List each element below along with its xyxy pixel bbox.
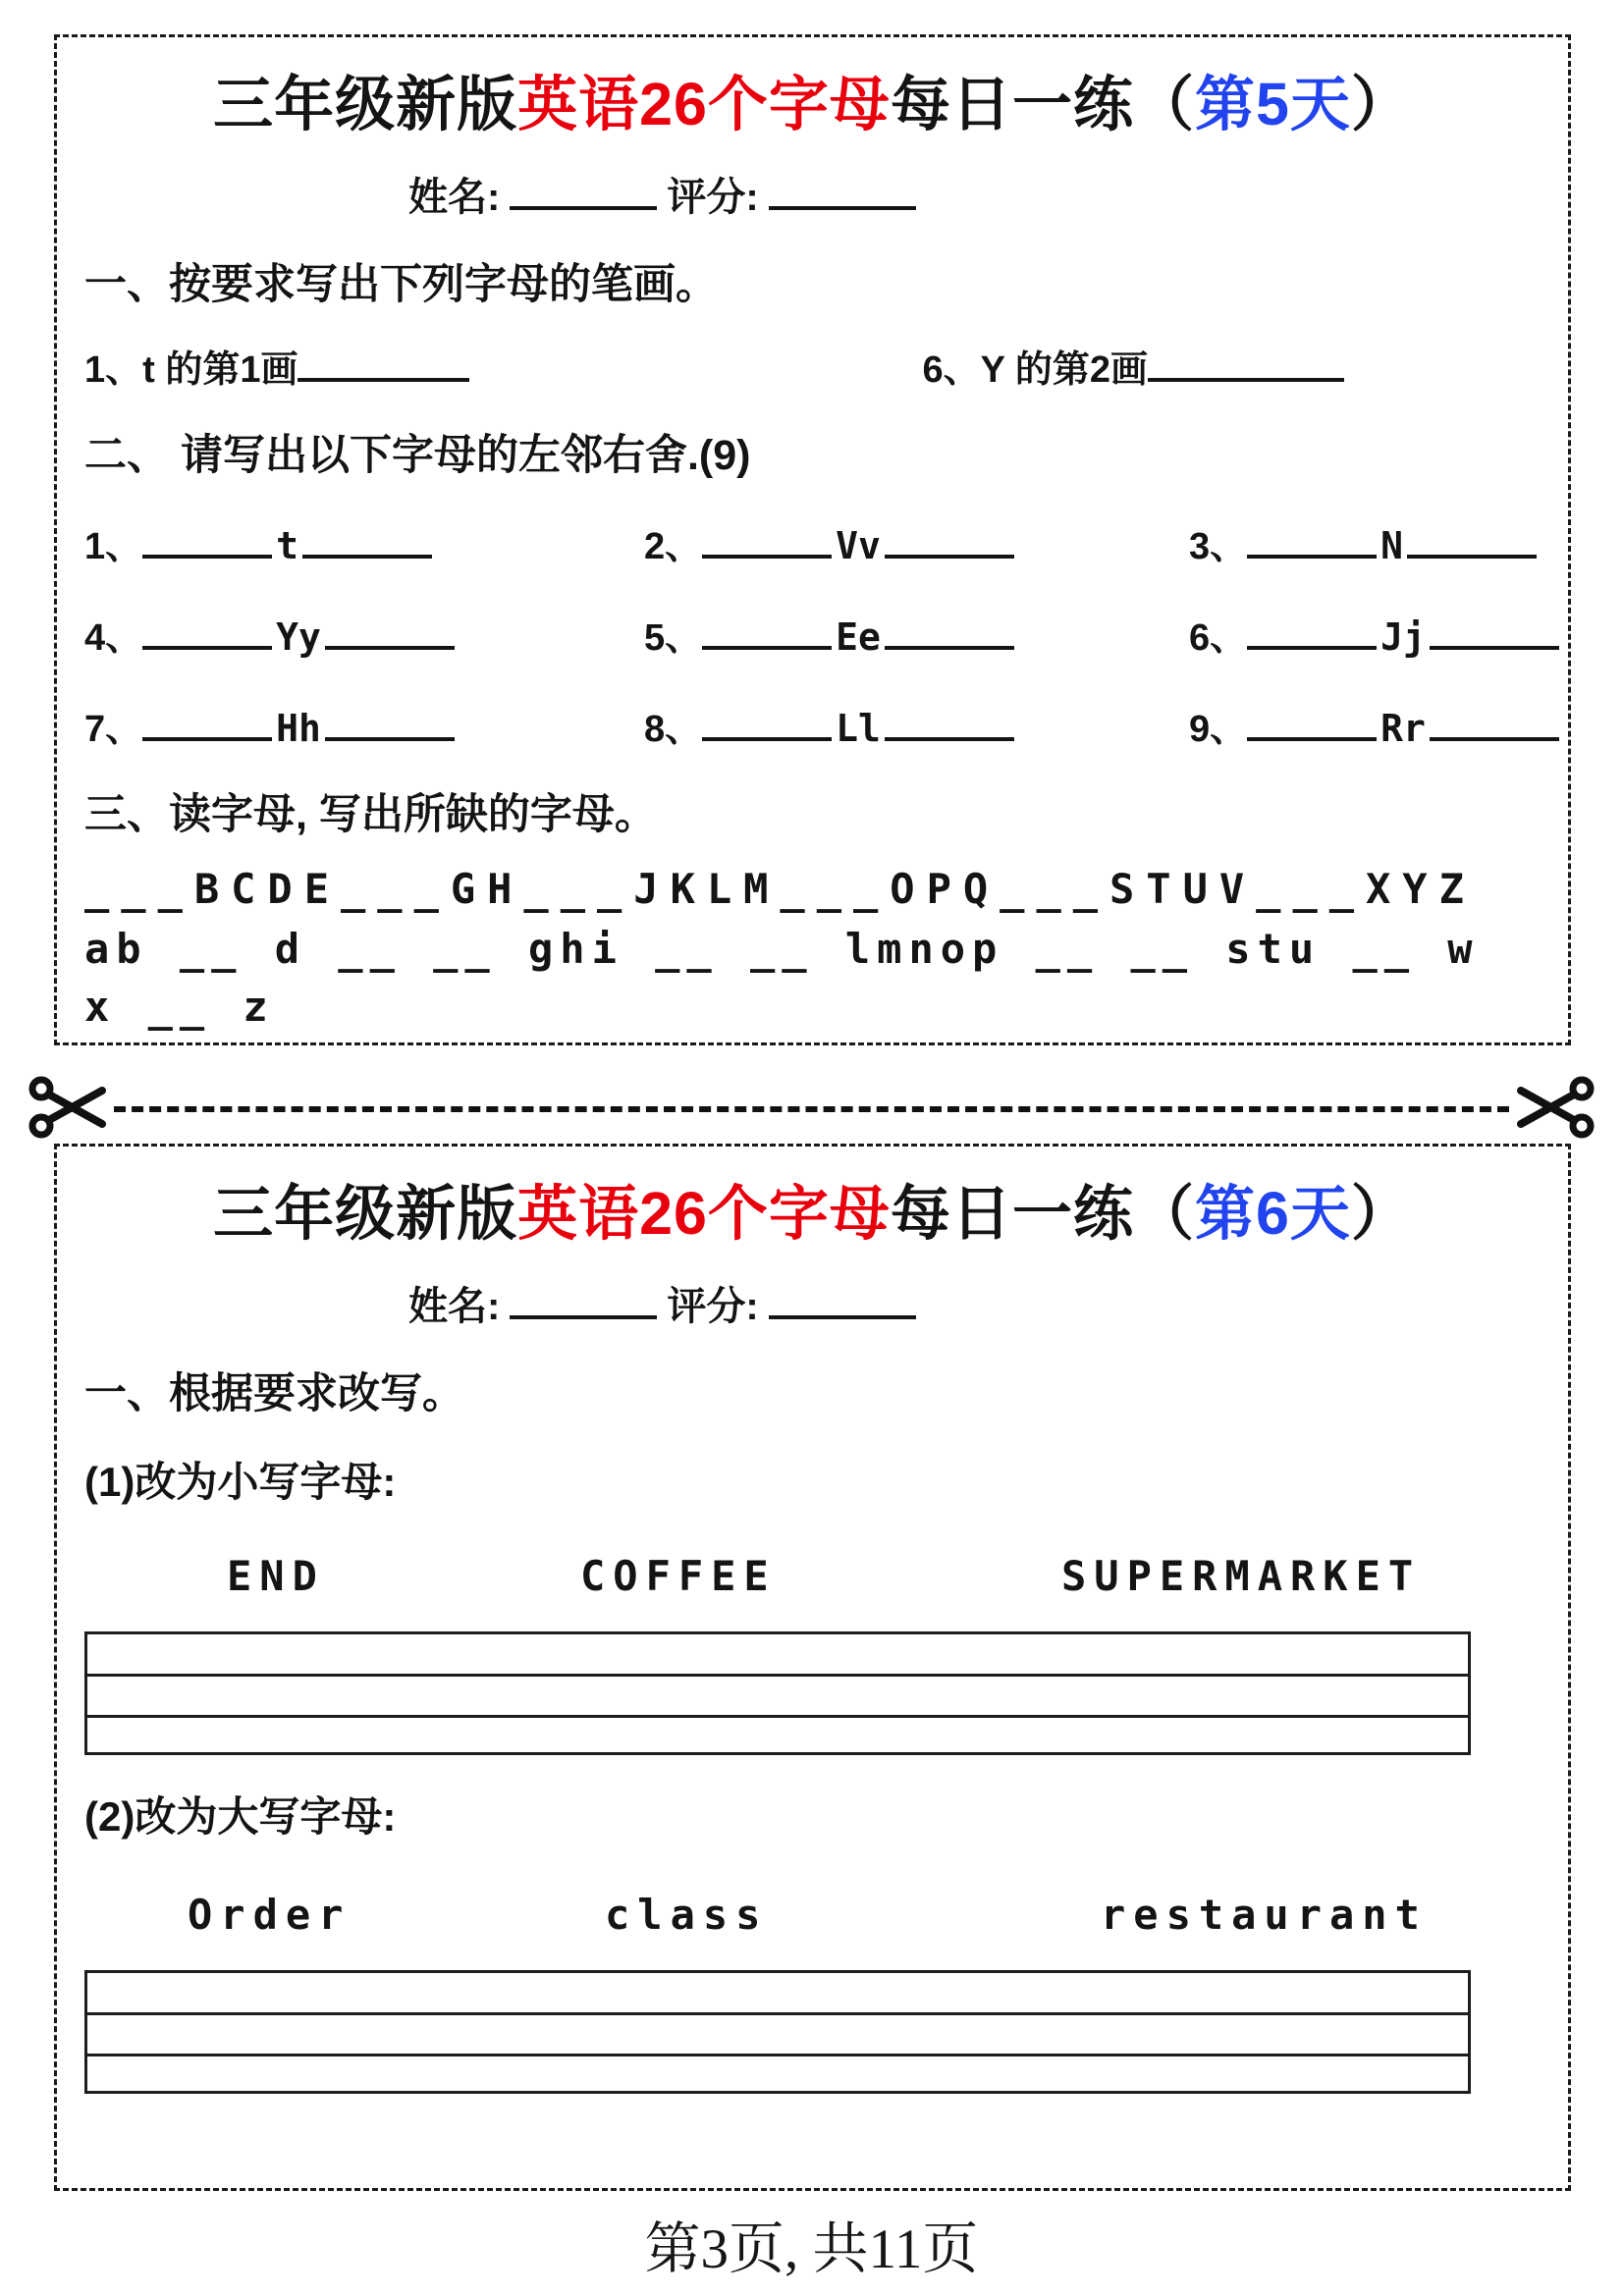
name-score-line	[408, 1275, 1541, 1331]
neighbor-item	[1189, 698, 1559, 752]
stroke-question-row	[84, 339, 1541, 393]
title-paren-open: （	[1133, 71, 1195, 137]
section1-heading: 一、按要求写出下列字母的笔画。	[84, 261, 718, 308]
score-label: 评分:	[667, 1285, 759, 1328]
name-blank	[510, 1288, 657, 1319]
stroke-blank-1	[298, 350, 469, 382]
item-letter: Hh	[276, 707, 321, 750]
title-prefix: 三年级新版	[213, 1180, 518, 1247]
title-paren-open: （	[1133, 1180, 1195, 1247]
blank-line	[702, 527, 832, 559]
neighbor-grid	[84, 515, 1541, 752]
blank-line	[325, 618, 455, 650]
blank-line	[702, 710, 832, 741]
blank-line	[325, 710, 455, 741]
item-letter: N	[1380, 524, 1404, 567]
stroke-question-6-text: 6、Y 的第2画	[922, 349, 1148, 391]
page-number-footer: 第3页, 共11页	[644, 2218, 979, 2280]
blank-line	[885, 710, 1014, 741]
lowercase-words-row	[84, 1891, 1541, 1939]
neighbor-item	[1189, 607, 1559, 661]
stroke-question-6	[923, 339, 1345, 393]
name-label: 姓名:	[408, 1285, 501, 1328]
neighbor-item	[84, 698, 644, 752]
item-number: 4、	[84, 617, 143, 659]
neighbor-item	[84, 607, 644, 661]
writing-guide-line	[87, 1715, 1468, 1718]
alphabet-line-uppercase: ___BCDE___GH___JKLM___OPQ___STUV___XYZ	[84, 865, 1476, 913]
title-prefix: 三年级新版	[213, 71, 518, 137]
page-title	[84, 1166, 1541, 1252]
name-label: 姓名:	[408, 176, 501, 219]
cut-dash-line	[114, 1106, 1509, 1112]
rewrite-sub2-label: (2)改为大写字母:	[84, 1793, 397, 1840]
title-highlight: 英语26个字母	[517, 1180, 891, 1247]
blank-line	[1247, 710, 1377, 741]
blank-line	[1430, 618, 1559, 650]
item-number: 9、	[1189, 709, 1248, 750]
writing-lines-grid	[84, 1970, 1471, 2094]
alphabet-line-lowercase: ab __ d __ __ ghi __ __ lmnop __ __ stu __ w	[84, 925, 1480, 973]
worksheet-day5	[54, 34, 1571, 1045]
score-blank	[769, 179, 916, 210]
blank-line	[885, 618, 1014, 650]
neighbor-item	[644, 515, 1189, 569]
blank-line	[142, 710, 272, 741]
stroke-question-1-text: 1、t 的第1画	[84, 349, 298, 391]
item-number: 7、	[84, 709, 143, 750]
neighbor-item	[84, 515, 644, 569]
alphabet-line-lowercase-end: x __ z	[84, 983, 275, 1031]
item-number: 5、	[644, 617, 703, 659]
word-to-rewrite: SUPERMARKET	[1061, 1552, 1422, 1600]
item-number: 2、	[644, 526, 703, 567]
writing-lines-grid	[84, 1631, 1471, 1755]
title-day-badge: 第5天	[1194, 71, 1351, 137]
title-middle: 每日一练	[890, 1180, 1134, 1247]
scissors-icon-right	[1513, 1075, 1596, 1145]
writing-guide-line	[87, 1674, 1468, 1677]
item-number: 8、	[644, 709, 703, 750]
blank-line	[1247, 618, 1377, 650]
item-letter: t	[276, 524, 299, 567]
word-to-rewrite: COFFEE	[580, 1552, 777, 1600]
item-number: 6、	[1189, 617, 1248, 659]
writing-guide-line	[87, 2054, 1468, 2056]
cut-line	[27, 1072, 1596, 1147]
name-score-line	[408, 166, 1541, 222]
name-blank	[510, 179, 657, 210]
score-blank	[769, 1288, 916, 1319]
word-to-rewrite: END	[227, 1552, 325, 1600]
blank-line	[1247, 527, 1377, 559]
blank-line	[885, 527, 1014, 559]
item-letter: Ee	[836, 615, 881, 659]
neighbor-item	[644, 607, 1189, 661]
section3-heading: 三、读字母, 写出所缺的字母。	[84, 791, 657, 838]
word-to-rewrite: class	[605, 1891, 769, 1939]
rewrite-sub1-label: (1)改为小写字母:	[84, 1459, 397, 1505]
blank-line	[302, 527, 432, 559]
title-paren-close: ）	[1350, 1180, 1412, 1247]
item-letter: Ll	[836, 707, 881, 750]
word-to-rewrite: restaurant	[1101, 1891, 1428, 1939]
uppercase-words-row	[84, 1552, 1541, 1600]
scissors-icon-left	[27, 1075, 110, 1145]
blank-line	[702, 618, 832, 650]
neighbor-item	[644, 698, 1189, 752]
title-middle: 每日一练	[890, 71, 1134, 137]
title-day-badge: 第6天	[1194, 1180, 1351, 1247]
rewrite-section-heading: 一、根据要求改写。	[84, 1370, 464, 1417]
neighbor-item	[1189, 515, 1559, 569]
page-title	[84, 57, 1541, 142]
section2-heading: 二、 请写出以下字母的左邻右舍.(9)	[84, 432, 751, 479]
blank-line	[142, 618, 272, 650]
worksheet-day6	[54, 1144, 1571, 2191]
blank-line	[1430, 710, 1559, 741]
writing-guide-line	[87, 2012, 1468, 2015]
item-letter: Jj	[1380, 615, 1426, 659]
score-label: 评分:	[667, 176, 759, 219]
title-highlight: 英语26个字母	[517, 71, 891, 137]
blank-line	[1407, 527, 1537, 559]
stroke-question-1	[84, 339, 469, 393]
item-number: 3、	[1189, 526, 1248, 567]
item-letter: Vv	[836, 524, 881, 567]
item-number: 1、	[84, 526, 143, 567]
item-letter: Yy	[276, 615, 321, 659]
word-to-rewrite: Order	[188, 1891, 352, 1939]
title-paren-close: ）	[1350, 71, 1412, 137]
blank-line	[142, 527, 272, 559]
item-letter: Rr	[1380, 707, 1426, 750]
stroke-blank-6	[1148, 350, 1344, 382]
